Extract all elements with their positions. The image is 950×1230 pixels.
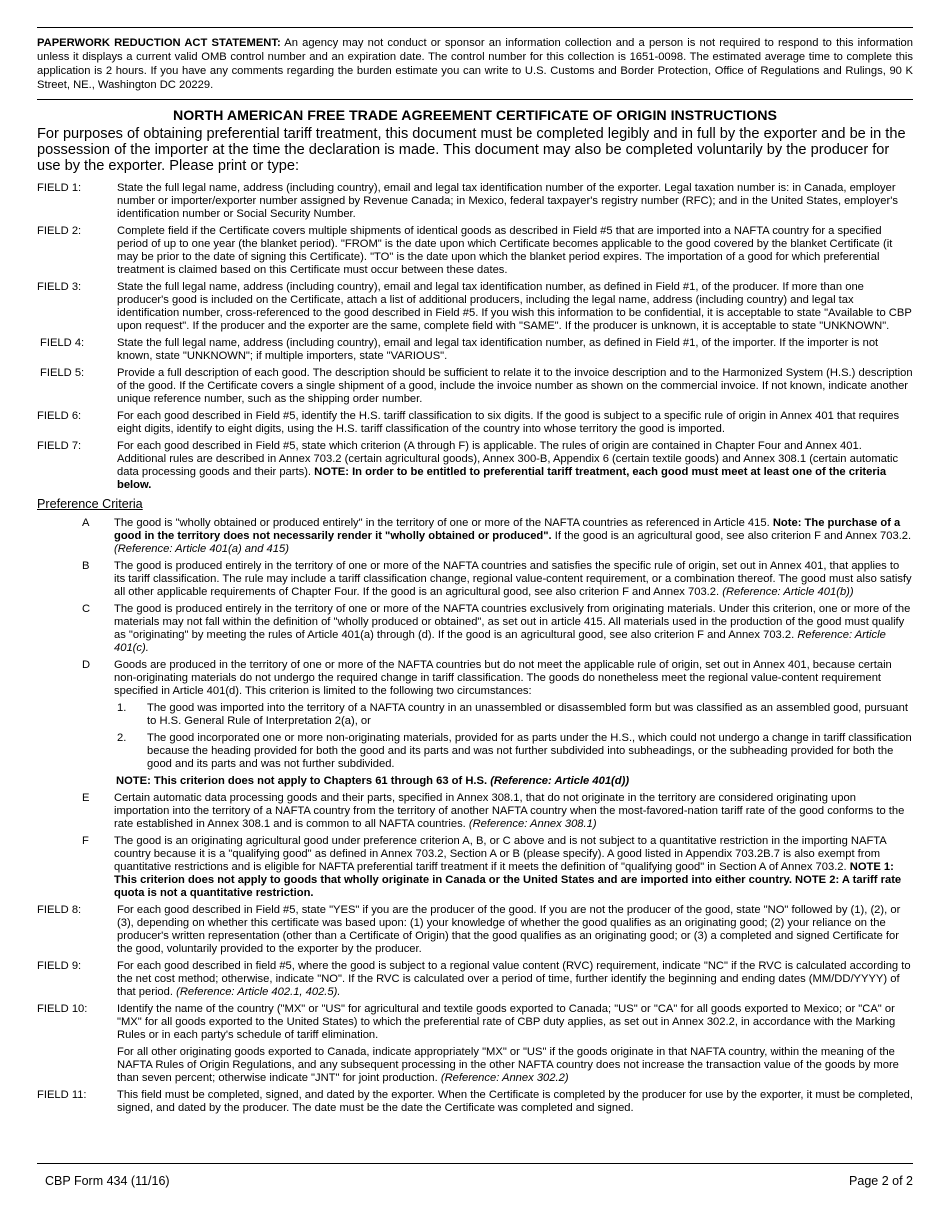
- criterion-a: [37, 517, 913, 556]
- field-text: [117, 440, 913, 492]
- top-rule: [37, 27, 913, 28]
- field-9-instruction: [37, 960, 913, 999]
- form-number: CBP Form 434 (11/16): [45, 1174, 170, 1188]
- field-label: FIELD 8:: [37, 904, 82, 916]
- criterion-c: [37, 603, 913, 655]
- field-3-instruction: [37, 281, 913, 333]
- criterion-text: [114, 792, 913, 831]
- subitem-text: The good was imported into the territory of a NAFTA country in an unassembled or disassembled form but was classified as an assembled good, pursuant to H.S. General Rule of Interpretation 2(a), or: [147, 702, 908, 727]
- criterion-b-text: The good is produced entirely in the territory of one or more of the NAFTA countries and satisfies the specific rule of origin, set out in Annex 401, that applies to its tariff classification. The rule may include a tariff classification change, regional value-content requirement, or a combination thereof. The good must also satisfy all other applicable requirements of Chapter Four. If the good is an agricultural good, see also criterion F and Annex 703.2.: [114, 560, 912, 598]
- subitem-number: 1.: [117, 702, 127, 714]
- field-2-instruction: [37, 225, 913, 277]
- criterion-e-reference: (Reference: Annex 308.1): [468, 818, 597, 830]
- field-label: FIELD 9:: [37, 960, 82, 972]
- criterion-b-reference: (Reference: Article 401(b)): [722, 586, 854, 598]
- subitem-text: The good incorporated one or more non-originating materials, provided for as parts under the H.S., which could not undergo a change in tariff classification because the heading provided for both the good and its parts and was not further subdivided into subheadings, or the subheading provided for both the good and its parts and was not further subdivided.: [147, 732, 912, 770]
- field-4-instruction: [37, 337, 913, 363]
- field-label: FIELD 11:: [37, 1089, 87, 1101]
- field-text: State the full legal name, address (including country), email and legal tax identification number, as defined in Field #1, of the importer. If the importer is not known, state "UNKNOWN"; if multiple importers, state "VARIOUS".: [117, 337, 879, 362]
- criterion-e: [37, 792, 913, 831]
- criterion-f: [37, 835, 913, 900]
- paperwork-text: An agency may not conduct or sponsor an information collection and a person is not required to respond to this information unless it displays a current valid OMB control number and an expiration date. The control number for this collection is 1651-0098. The estimated average time to complete this application is 2 hours. If you have any comments regarding the burden estimate you can write to U.S. Customs and Border Protection, Office of Regulations and Rulings, 90 K Street, NE., Washington DC 20229.: [37, 37, 913, 91]
- criterion-d-subitem-2: [37, 732, 913, 771]
- criterion-text: [114, 560, 913, 599]
- paperwork-statement: [37, 36, 913, 92]
- paperwork-label: PAPERWORK REDUCTION ACT STATEMENT:: [37, 37, 281, 49]
- criterion-a-text: The good is "wholly obtained or produced entirely" in the territory of one or more of the NAFTA countries as referenced in Article 415.: [114, 517, 773, 529]
- field-text: [117, 960, 913, 999]
- criterion-b: [37, 560, 913, 599]
- field-text: [117, 1003, 913, 1085]
- criterion-d-subitem-1: [37, 702, 913, 728]
- field-text: This field must be completed, signed, and dated by the exporter. When the Certificate is completed by the producer for use by the exporter, it must be completed, signed, and dated by the producer. The date must be the date the Certificate was completed and signed.: [117, 1089, 913, 1114]
- page-number: Page 2 of 2: [849, 1174, 913, 1188]
- field-text: Complete field if the Certificate covers multiple shipments of identical goods as described in Field #5 that are imported into a NAFTA country for a specified period of up to one year (the blanket period). "FROM" is the date upon which Certificate becomes applicable to the good covered by the blanket Certificate (it may be prior to the date of signing this Certificate). "TO" is the date upon which the blanket period expires. The importation of a good for which preferential treatment is claimed based on this Certificate must occur between these dates.: [117, 225, 893, 276]
- field-10-paragraph-2: [117, 1046, 913, 1085]
- preference-criteria-heading: Preference Criteria: [37, 497, 143, 511]
- field-1-instruction: [37, 182, 913, 221]
- criterion-letter: D: [82, 659, 91, 671]
- field-label: FIELD 2:: [37, 225, 82, 237]
- criterion-f-note: NOTE 1: This criterion does not apply to goods that wholly originate in Canada or the United States and are imported into either country. NOTE 2: A tariff rate quota is not a quantitative restriction.: [114, 861, 902, 899]
- criterion-a-note: Note: The purchase of a good in the territory does not necessarily render it "wholly obtained or produced".: [114, 517, 901, 542]
- criterion-e-text: Certain automatic data processing goods and their parts, specified in Annex 308.1, that do not originate in the territory are considered originating upon importation into the territory of a NAFTA country from the territory of another NAFTA country when the most-favored-nation tariff rate of the good conforms to the rate established in Annex 308.1 and is common to all NAFTA countries.: [114, 792, 905, 830]
- field-text: State the full legal name, address (including country), email and legal tax identification number, as defined in Field #1, of the producer. If more than one producer's good is included on the Certificate, attach a list of additional producers, including the legal name, address (including country) and legal tax identification number, cross-referenced to the good described in Field #5. If you wish this information to be confidential, it is acceptable to state "Available to CBP upon request". If the producer and the exporter are the same, complete field with "SAME". If the producer is unknown, it is acceptable to state "UNKNOWN".: [117, 281, 912, 332]
- field-label: FIELD 7:: [37, 440, 82, 452]
- criterion-c-reference: Reference: Article 401(c).: [114, 629, 886, 654]
- field-label: FIELD 4:: [40, 337, 85, 349]
- field-10-reference: (Reference: Annex 302.2): [440, 1072, 569, 1084]
- criterion-letter: C: [82, 603, 91, 615]
- document-title: NORTH AMERICAN FREE TRADE AGREEMENT CERTIFICATE OF ORIGIN INSTRUCTIONS: [172, 108, 777, 124]
- page-footer: [37, 1163, 913, 1188]
- field-9-reference: (Reference: Article 402.1, 402.5).: [176, 986, 341, 998]
- field-9-text: For each good described in field #5, where the good is subject to a regional value content (RVC) requirement, indicate "NC" if the RVC is calculated according to the net cost method; otherwise, indicate "NO". If the RVC is calculated over a period of time, further identify the beginning and ending dates (MM/DD/YYYY) of that period.: [117, 960, 911, 998]
- field-5-instruction: [37, 367, 913, 406]
- field-text: Provide a full description of each good. The description should be sufficient to relate it to the invoice description and to the Harmonized System (H.S.) description of the good. If the Certificate covers a single shipment of a good, include the invoice number as shown on the commercial invoice. If not known, indicate another unique reference number, such as the shipping order number.: [117, 367, 913, 405]
- criterion-text: [114, 517, 913, 556]
- criterion-d: [37, 659, 913, 698]
- criterion-d-note-reference: (Reference: Article 401(d)): [490, 775, 630, 787]
- criterion-text: Goods are produced in the territory of one or more of the NAFTA countries but do not meet the applicable rule of origin, set out in Annex 401, because certain non-originating materials do not undergo the required change in tariff classification. The goods do nonetheless meet the regional value-content requirement specified in Article 401(d). This criterion is limited to the following two circumstances:: [114, 659, 892, 697]
- field-label: FIELD 6:: [37, 410, 82, 422]
- field-7-note: NOTE: In order to be entitled to preferential tariff treatment, each good must meet at least one of the criteria below.: [117, 466, 887, 491]
- field-label: FIELD 5:: [40, 367, 85, 379]
- criterion-text: [114, 835, 913, 900]
- section-rule: [37, 99, 913, 100]
- criterion-letter: F: [82, 835, 89, 847]
- field-8-instruction: [37, 904, 913, 956]
- field-7-text: For each good described in Field #5, state which criterion (A through F) is applicable. The rules of origin are contained in Chapter Four and Annex 401. Additional rules are described in Annex 703.2 (certain agricultural goods), Annex 300-B, Appendix 6 (certain textile goods) and Annex 308.1 (certain automatic data processing goods and their parts).: [117, 440, 899, 478]
- field-text: State the full legal name, address (including country), email and legal tax identification number of the exporter. Legal taxation number is: in Canada, employer number or importer/exporter number assigned by Revenue Canada; in Mexico, federal taxpayer's registry number (RFC); and in the United States, employer's identification number or Social Security Number.: [117, 182, 898, 220]
- criterion-c-text: The good is produced entirely in the territory of one or more of the NAFTA countries exclusively from originating materials. Under this criterion, one or more of the materials may not fall within the definition of "wholly produced or obtained", as set out in article 415. All materials used in the production of the good must qualify as "originating" by meeting the rules of Article 401(a) through (d). If the good is an agricultural good, see also criterion F and Annex 703.2.: [114, 603, 911, 641]
- criterion-f-text: The good is an originating agricultural good under preference criterion A, B, or C above and is not subject to a quantitative restriction in the importing NAFTA country because it is a "qualifying good" as defined in Annex 703.2, Section A or B (please specify). A good listed in Appendix 703.2B.7 is also exempt from quantitative restrictions and is eligible for NAFTA preferential tariff treatment if it meets the definition of "qualifying good" in Section A of Annex 703.2.: [114, 835, 887, 873]
- field-10-text2: For all other originating goods exported to Canada, indicate appropriately "MX" or "US" if the goods originate in that NAFTA country, within the meaning of the NAFTA Rules of Origin Regulations, and any subsequent processing in the other NAFTA country does not increase the transaction value of the goods by more than seven percent; otherwise indicate "JNT" for joint production.: [117, 1046, 899, 1084]
- field-7-instruction: [37, 440, 913, 492]
- subitem-number: 2.: [117, 732, 127, 744]
- criterion-a-reference: (Reference: Article 401(a) and 415): [114, 543, 289, 555]
- field-6-instruction: [37, 410, 913, 436]
- criterion-text: [114, 603, 913, 655]
- field-10-paragraph-1: Identify the name of the country ("MX" or "US" for agricultural and textile goods exported to Canada; "US" or "CA" for all goods exported to Mexico; or "CA" or "MX" for all goods exported to the United States) to which the preferential rate of CBP duty applies, as set out in Annex 302.2, in accordance with the Marking Rules or in each party's schedule of tariff elimination.: [117, 1003, 896, 1041]
- field-10-instruction: [37, 1003, 913, 1085]
- field-text: For each good described in Field #5, state "YES" if you are the producer of the good. If you are not the producer of the good, state "NO" followed by (1), (2), or (3), depending on whether this certificate was based upon: (1) your knowledge of whether the good qualifies as an originating good; (2) your reliance on the producer's written representation (other than a Certificate of Origin) that the good qualifies as an originating good; or (3) a completed and signed Certificate for the good, voluntarily provided to the exporter by the producer.: [117, 904, 901, 955]
- field-label: FIELD 3:: [37, 281, 82, 293]
- criterion-letter: E: [82, 792, 90, 804]
- criterion-a-text2: If the good is an agricultural good, see also criterion F and Annex 703.2.: [551, 530, 912, 542]
- criterion-letter: B: [82, 560, 90, 572]
- criterion-letter: A: [82, 517, 90, 529]
- field-label: FIELD 1:: [37, 182, 82, 194]
- criterion-d-note-text: NOTE: This criterion does not apply to Chapters 61 through 63 of H.S.: [116, 775, 491, 787]
- field-label: FIELD 10:: [37, 1003, 88, 1015]
- field-text: For each good described in Field #5, identify the H.S. tariff classification to six digits. If the good is subject to a specific rule of origin in Annex 401 that requires eight digits, identify to eight digits, using the H.S. tariff classification of the country into whose territory the good is imported.: [117, 410, 900, 435]
- field-11-instruction: [37, 1089, 913, 1115]
- document-page: [37, 27, 913, 1119]
- criterion-d-note: [37, 775, 913, 788]
- intro-paragraph: For purposes of obtaining preferential tariff treatment, this document must be completed legibly and in full by the exporter and be in the possession of the importer at the time the declaration is made. This document may also be completed voluntarily by the producer for use by the exporter. Please print or type:: [37, 126, 906, 174]
